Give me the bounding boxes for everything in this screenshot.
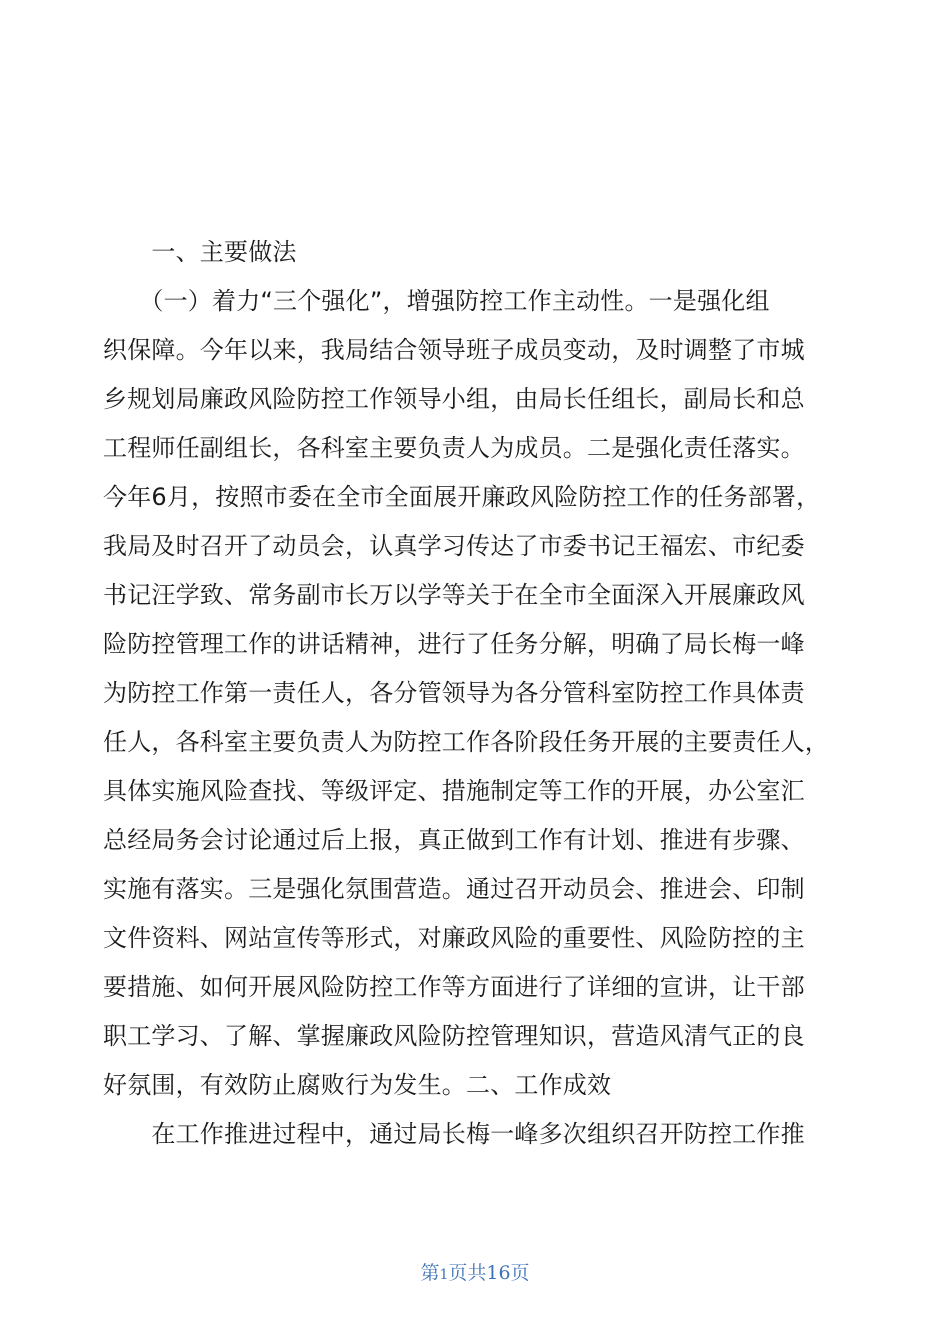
footer-prefix: 第: [420, 1262, 440, 1284]
body-text: [103, 228, 843, 1159]
paragraph-line: 要措施、如何开展风险防控工作等方面进行了详细的宣讲，让干部: [103, 973, 805, 1001]
paragraph-line: 为防控工作第一责任人，各分管领导为各分管科室防控工作具体责: [103, 679, 805, 707]
paragraph-line: 实施有落实。三是强化氛围营造。通过召开动员会、推进会、印制: [103, 875, 805, 903]
paragraph-line: 今年6月，按照市委在全市全面展开廉政风险防控工作的任务部署，: [103, 483, 821, 511]
page-footer: [0, 1258, 950, 1285]
paragraph-line: 工程师任副组长，各科室主要负责人为成员。二是强化责任落实。: [103, 434, 805, 462]
paragraph-line: 任人，各科室主要负责人为防控工作各阶段任务开展的主要责任人，: [103, 728, 829, 756]
paragraph-line: 乡规划局廉政风险防控工作领导小组，由局长任组长，副局长和总: [103, 385, 805, 413]
paragraph-line: 好氛围，有效防止腐败行为发生。二、工作成效: [103, 1071, 612, 1099]
paragraph-line: 总经局务会讨论通过后上报，真正做到工作有计划、推进有步骤、: [103, 826, 805, 854]
paragraph-line: 织保障。今年以来，我局结合领导班子成员变动，及时调整了市城: [103, 336, 805, 364]
footer-page-number: 1: [439, 1267, 449, 1283]
paragraph-line: 书记汪学致、常务副市长万以学等关于在全市全面深入开展廉政风: [103, 581, 805, 609]
paragraph-line: 具体实施风险查找、等级评定、措施制定等工作的开展，办公室汇: [103, 777, 805, 805]
section-heading: 一、主要做法: [103, 238, 297, 266]
paragraph-line: 职工学习、了解、掌握廉政风险防控管理知识，营造风清气正的良: [103, 1022, 805, 1050]
paragraph-line: 在工作推进过程中，通过局长梅一峰多次组织召开防控工作推: [103, 1120, 805, 1148]
paragraph-line: 险防控管理工作的讲话精神，进行了任务分解，明确了局长梅一峰: [103, 630, 805, 658]
paragraph-line: （一）着力“三个强化”，增强防控工作主动性。一是强化组: [103, 287, 770, 315]
paragraph-line: 我局及时召开了动员会，认真学习传达了市委书记王福宏、市纪委: [103, 532, 805, 560]
footer-suffix: 页共16页: [448, 1262, 530, 1284]
paragraph-line: 文件资料、网站宣传等形式，对廉政风险的重要性、风险防控的主: [103, 924, 805, 952]
